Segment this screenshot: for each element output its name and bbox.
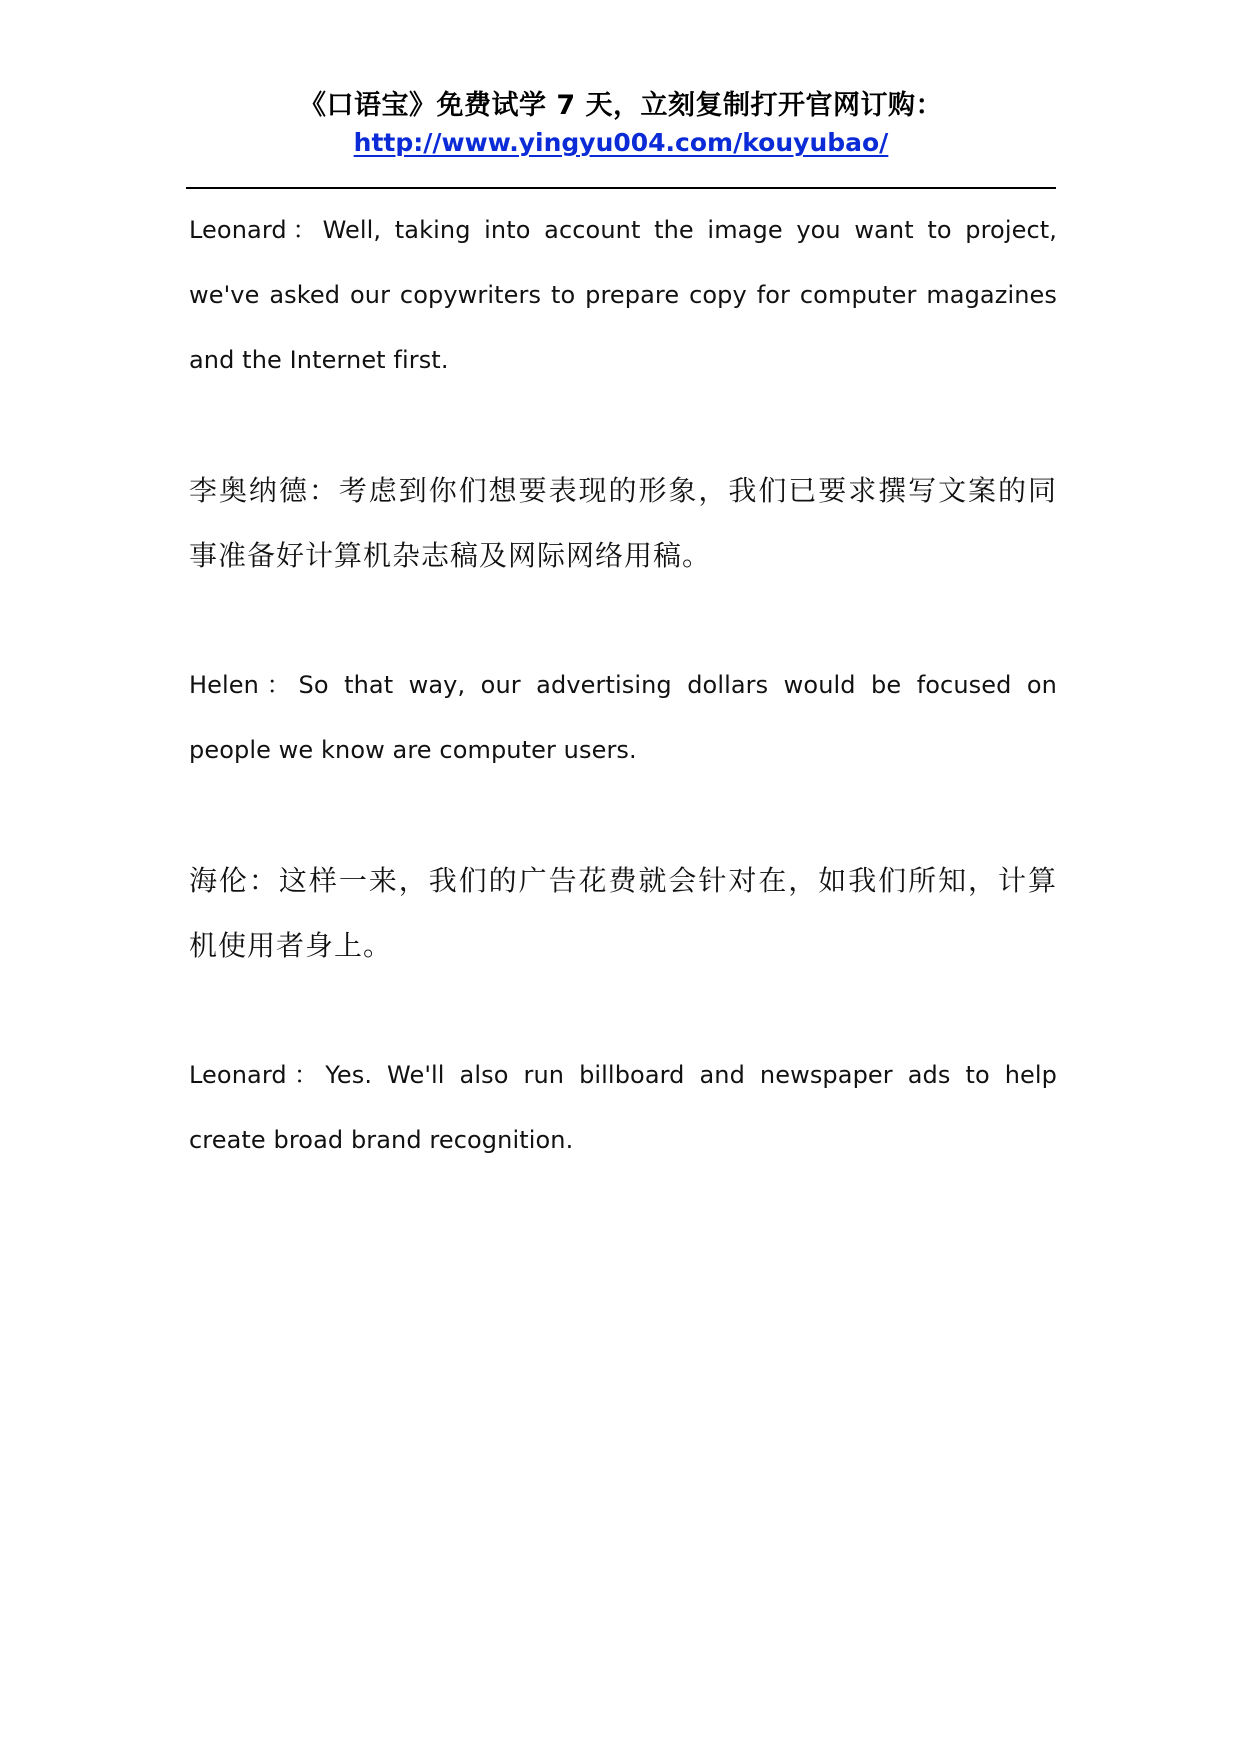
dialogue-line-leonard-zh-1: 李奥纳德：考虑到你们想要表现的形象，我们已要求撰写文案的同事准备好计算机杂志稿及网际网络用稿。 [189,474,1057,572]
promo-title: 《口语宝》免费试学 7 天，立刻复制打开官网订购： [298,90,944,121]
paragraph-gap [189,393,1057,458]
dialogue-line-leonard-en-2: Leonard：Yes. We'll also run billboard and newspaper ads to help create broad brand recognition. [189,1061,1057,1154]
paragraph-gap [189,588,1057,653]
header-divider [186,187,1056,189]
paragraph-gap [189,783,1057,848]
page-header [186,86,1056,160]
dialogue-line-helen-en: Helen：So that way, our advertising dollars would be focused on people we know are computer users. [189,671,1057,764]
paragraph-gap [189,978,1057,1043]
dialogue-body [189,198,1057,1173]
dialogue-line-helen-zh: 海伦：这样一来，我们的广告花费就会针对在，如我们所知，计算机使用者身上。 [189,864,1057,962]
official-site-link[interactable]: http://www.yingyu004.com/kouyubao/ [353,128,889,157]
dialogue-line-leonard-en-1: Leonard：Well, taking into account the image you want to project, we've asked our copywriters to prepare copy for computer magazines and the Internet first. [189,216,1057,374]
